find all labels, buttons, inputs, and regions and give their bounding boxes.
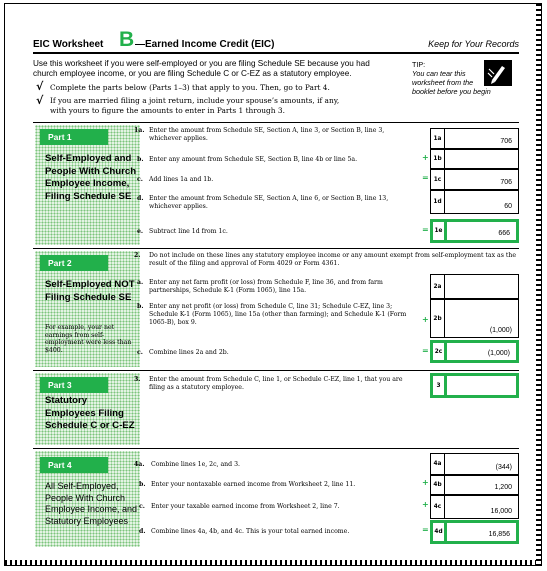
line-1a-text: Enter the amount from Schedule SE, Section A, line 3, or Section B, line 3, whichever applies. — [149, 127, 385, 142]
plus-operator: + — [422, 500, 429, 509]
line-number: b. — [137, 303, 144, 310]
line-number: c. — [137, 349, 143, 356]
plus-operator: + — [422, 315, 429, 324]
line-1d-text: Enter the amount from Schedule SE, Section A, line 6, or Section B, line 13, whichever applies. — [149, 195, 389, 210]
box-label: 1d — [431, 191, 445, 213]
tip-label: TIP: — [412, 60, 426, 69]
line-2a-box[interactable] — [430, 274, 519, 299]
box-label: 4d — [433, 523, 447, 541]
line-4a-text: Combine lines 1e, 2c, and 3. — [151, 461, 240, 468]
line-4d-text: Combine lines 4a, 4b, and 4c. This is your total earned income. — [151, 528, 350, 535]
line-1d-box[interactable] — [430, 190, 519, 214]
part-2-intro: Do not include on these lines any statutory employee income or any amount exempt from self-employment tax as the result of the filing and approval of Form 4029 or Form 4361. — [149, 252, 517, 267]
part-2-note: For example, your net earnings from self-employment were less than $400. — [45, 324, 132, 354]
worksheet-title-row — [33, 28, 519, 54]
line-1a-value: 706 — [500, 138, 512, 145]
line-number: 3. — [134, 376, 141, 383]
part-4-title: All Self-Employed, People With Church Employee Income, and Statutory Employees — [45, 481, 138, 526]
line-number: c. — [139, 503, 145, 510]
equals-operator: = — [422, 173, 429, 182]
part-2-sidebar — [35, 251, 140, 367]
line-number: d. — [137, 195, 144, 202]
equals-operator: = — [422, 225, 429, 234]
worksheet-label: EIC Worksheet — [33, 39, 104, 50]
part-4-section — [33, 448, 519, 548]
line-4b-box[interactable] — [430, 475, 519, 495]
box-label: 2b — [431, 300, 445, 337]
line-2b-value: (1,000) — [489, 327, 512, 334]
line-number: b. — [137, 156, 144, 163]
part-2-section — [33, 248, 519, 368]
line-2c-text: Combine lines 2a and 2b. — [149, 349, 229, 356]
line-4c-value: 16,000 — [490, 508, 512, 515]
line-1b-text: Enter any amount from Schedule SE, Section B, line 4b or line 5a. — [149, 156, 358, 163]
line-number: d. — [139, 528, 146, 535]
part-2-tab: Part 2 — [40, 255, 108, 271]
box-label: 2a — [431, 275, 445, 298]
intro-check-2-line2: with yours to figure the amounts to enter in Parts 1 through 3. — [50, 106, 285, 115]
line-2c-value: (1,000) — [487, 350, 510, 357]
line-3-box[interactable] — [430, 373, 519, 398]
line-4b-value: 1,200 — [494, 484, 512, 491]
line-3-text: Enter the amount from Schedule C, line 1, or Schedule C-EZ, line 1, that you are filing as a statutory employee. — [149, 376, 403, 391]
line-1e-value: 666 — [498, 230, 510, 237]
box-label: 1a — [431, 129, 445, 148]
line-1d-value: 60 — [504, 203, 512, 210]
check-icon: √ — [36, 94, 44, 107]
box-label: 4b — [431, 476, 445, 494]
pencil-icon — [484, 60, 512, 86]
part-1-sidebar — [35, 125, 140, 245]
plus-operator: + — [422, 153, 429, 162]
box-label: 3 — [433, 376, 447, 395]
line-number: e. — [137, 228, 144, 235]
line-1c-box[interactable] — [430, 169, 519, 190]
box-label: 1e — [433, 222, 447, 240]
part-4-tab: Part 4 — [40, 457, 108, 473]
worksheet-name: —Earned Income Credit (EIC) — [135, 39, 275, 50]
box-label: 1b — [431, 150, 445, 168]
line-4c-box[interactable] — [430, 495, 519, 519]
part-1-title: Self-Employed and People With Church Employee Income, Filing Schedule SE — [45, 153, 137, 202]
intro-check-2-line1: If you are married filing a joint return, include your spouse’s amounts, if any, — [50, 96, 340, 105]
tip-box — [412, 60, 492, 96]
line-number: c. — [137, 176, 143, 183]
line-1e-box[interactable] — [430, 219, 519, 243]
line-4c-text: Enter your taxable earned income from Worksheet 2, line 7. — [151, 503, 340, 510]
part-3-title: Statutory Employees Filing Schedule C or C-EZ — [45, 395, 135, 431]
box-label: 1c — [431, 170, 445, 189]
box-label: 2c — [433, 343, 447, 360]
line-2b-text: Enter any net profit (or loss) from Schedule C, line 31; Schedule C-EZ, line 3; Schedule K-1 (Form 1065), line 15a (other than farming); and Schedule K-1 (Form 1065-B), box 9. — [149, 303, 407, 326]
line-2c-box[interactable] — [430, 340, 519, 363]
check-icon: √ — [36, 80, 44, 93]
line-1c-value: 706 — [500, 179, 512, 186]
line-4d-value: 16,856 — [488, 531, 510, 538]
worksheet-letter: B — [119, 28, 135, 51]
line-4a-box[interactable] — [430, 453, 519, 475]
intro-check-1: Complete the parts below (Parts 1–3) that apply to you. Then, go to Part 4. — [50, 83, 330, 92]
part-3-tab: Part 3 — [40, 377, 108, 393]
line-4a-value: (344) — [495, 464, 512, 471]
line-1e-text: Subtract line 1d from 1c. — [149, 228, 228, 235]
equals-operator: = — [422, 525, 429, 534]
part-1-section — [33, 122, 519, 246]
line-number: a. — [137, 279, 144, 286]
part-4-sidebar — [35, 451, 140, 547]
line-1c-text: Add lines 1a and 1b. — [149, 176, 214, 183]
equals-operator: = — [422, 346, 429, 355]
line-number: 2. — [134, 252, 141, 259]
part-3-section — [33, 370, 519, 446]
perforation-bottom — [5, 560, 536, 565]
part-1-tab: Part 1 — [40, 129, 108, 145]
line-number: 1a. — [134, 127, 145, 134]
line-4b-text: Enter your nontaxable earned income from Worksheet 2, line 11. — [151, 481, 356, 488]
line-number: 4a. — [134, 461, 145, 468]
plus-operator: + — [422, 478, 429, 487]
perforation-right — [536, 4, 541, 565]
line-2a-text: Enter any net farm profit (or loss) from Schedule F, line 36, and from farm partnerships, Schedule K-1 (Form 1065), line 15a. — [149, 279, 383, 294]
part-3-sidebar — [35, 373, 140, 445]
box-label: 4c — [431, 496, 445, 518]
tip-text: You can tear this worksheet from the booklet before you begin — [412, 69, 491, 96]
box-label: 4a — [431, 454, 445, 474]
line-2b-box[interactable] — [430, 299, 519, 338]
keep-note: Keep for Your Records — [428, 39, 519, 49]
line-1a-box[interactable] — [430, 128, 519, 149]
line-1b-box[interactable] — [430, 149, 519, 169]
intro-paragraph: Use this worksheet if you were self-employed or you are filing Schedule SE because you had church employee income, or you are filing Schedule C or C-EZ as a statutory employee. — [33, 59, 370, 78]
part-2-title: Self-Employed NOT Filing Schedule SE — [45, 279, 135, 303]
line-number: b. — [139, 481, 146, 488]
line-4d-box[interactable] — [430, 520, 519, 544]
